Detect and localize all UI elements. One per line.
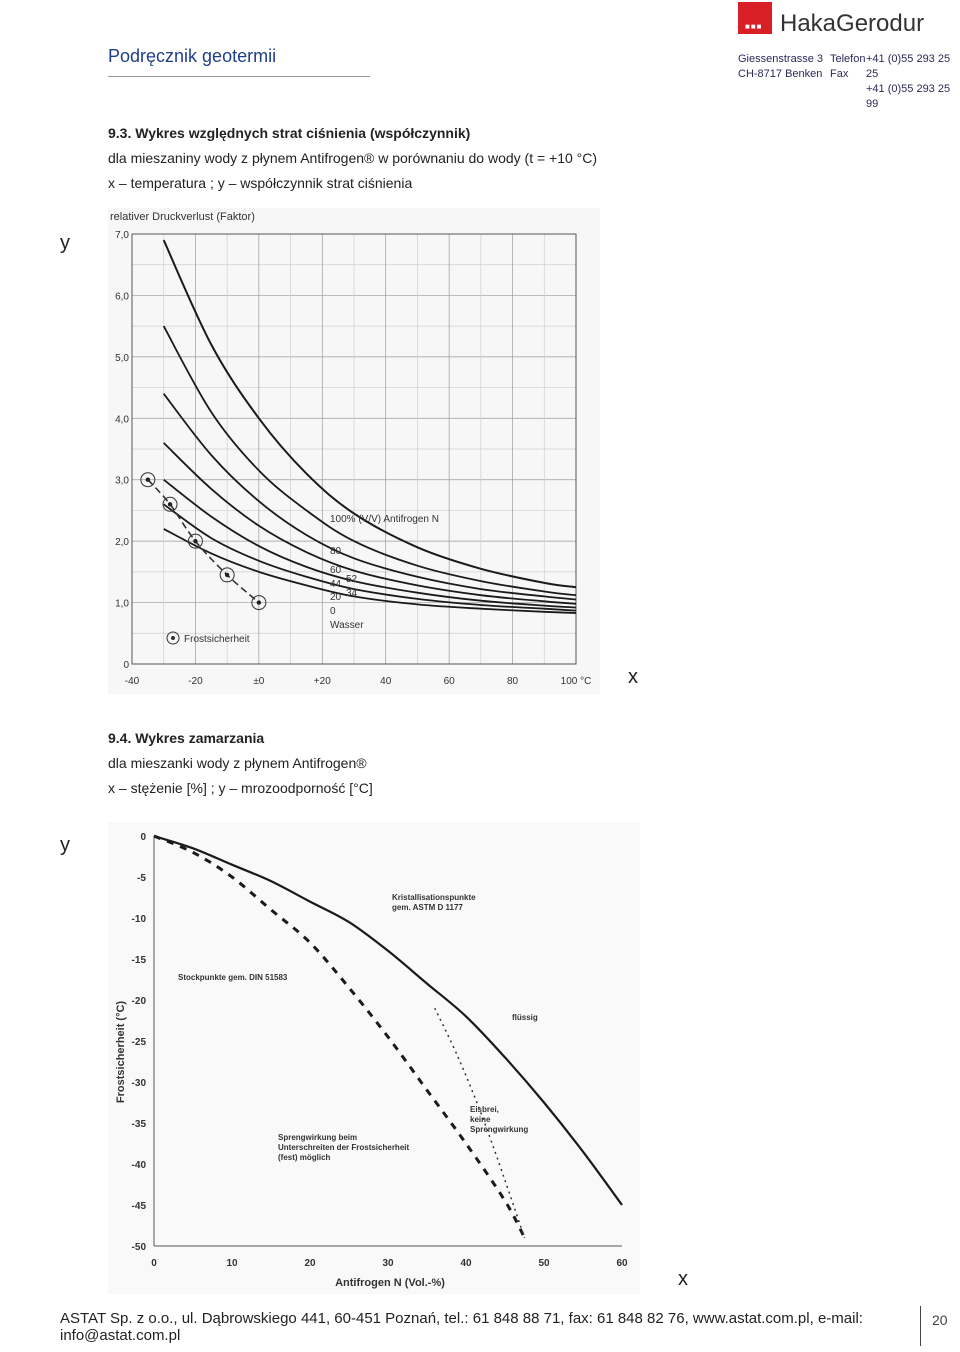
x-tick-label: 100 °C <box>560 676 592 687</box>
section-subtitle: dla mieszaniny wody z płynem Antifrogen® w porównaniu do wody (t = +10 °C) <box>108 150 598 166</box>
x-axis-letter: x <box>628 666 638 688</box>
title-underline <box>108 76 370 77</box>
x-tick-label: 20 <box>304 1258 316 1269</box>
x-tick-label: 60 <box>443 676 455 687</box>
y-tick-label: 1,0 <box>115 598 129 610</box>
y-tick-label: -40 <box>131 1160 146 1171</box>
chart-title: relativer Druckverlust (Faktor) <box>110 211 255 223</box>
y-tick-label: -35 <box>131 1119 146 1130</box>
label-100: 100% (V/V) Antifrogen N <box>330 514 439 525</box>
y-tick-label: -30 <box>131 1078 146 1089</box>
fax-label: Fax <box>830 68 849 80</box>
section-title: Wykres zamarzania <box>135 730 265 746</box>
footer-divider <box>920 1306 921 1346</box>
annot-pour: Stockpunkte gem. DIN 51583 <box>178 973 288 982</box>
section-subtitle: dla mieszanki wody z płynem Antifrogen® <box>108 755 367 771</box>
y-tick-label: 5,0 <box>115 352 129 364</box>
address-street: Giessenstrasse 3 <box>738 53 823 65</box>
y-tick-label: -50 <box>131 1242 146 1253</box>
label-60: 60 <box>330 565 342 576</box>
x-tick-label: 30 <box>382 1258 394 1269</box>
contact-labels <box>830 52 865 82</box>
x-tick-label: -20 <box>188 676 203 687</box>
y-tick-label: 7,0 <box>115 230 129 241</box>
label-52: 52 <box>346 574 358 585</box>
annot-slush-3: Sprengwirkung <box>470 1125 529 1134</box>
annot-slush-2: keine <box>470 1115 491 1124</box>
address-city: CH-8717 Benken <box>738 68 823 80</box>
x-axis-label: Antifrogen N (Vol.-%) <box>335 1277 445 1289</box>
logo-dots-icon: ■■■ <box>745 22 763 31</box>
fax-number: +41 (0)55 293 25 99 <box>866 83 951 110</box>
y-tick-label: 6,0 <box>115 291 129 303</box>
y-tick-label: -20 <box>131 996 146 1007</box>
annot-burst-3: (fest) möglich <box>278 1153 331 1162</box>
x-axis-letter: x <box>678 1268 688 1290</box>
annot-slush-1: Eisbrei, <box>470 1105 499 1114</box>
annot-burst-2: Unterschreiten der Frostsicherheit <box>278 1143 410 1152</box>
label-0: 0 <box>330 606 336 617</box>
brand-name: HakaGerodur <box>780 10 925 37</box>
annot-crystal-2: gem. ASTM D 1177 <box>392 903 463 912</box>
y-tick-label: -10 <box>131 914 146 925</box>
y-axis-label: Frostsicherheit (°C) <box>115 1000 127 1104</box>
y-axis-letter: y <box>60 232 70 254</box>
phone-label: Telefon <box>830 53 866 65</box>
section-title: Wykres względnych strat ciśnienia (współczynnik) <box>135 125 471 141</box>
section-axes-legend: x – stężenie [%] ; y – mrozoodporność [°C] <box>108 780 373 796</box>
page-number: 20 <box>932 1312 948 1328</box>
x-tick-label: 0 <box>151 1258 157 1269</box>
chart-background <box>108 822 640 1294</box>
label-34: 34 <box>346 588 358 599</box>
address-block <box>738 52 823 82</box>
section-9-4-heading <box>108 726 373 801</box>
footer-company-info: ASTAT Sp. z o.o., ul. Dąbrowskiego 441, 60-451 Poznań, tel.: 61 848 88 71, fax: 61 848 82 76, www.astat.com.pl, e-mail: info@astat.com.pl <box>60 1310 863 1344</box>
x-tick-label: 60 <box>616 1258 628 1269</box>
section-axes-legend: x – temperatura ; y – współczynnik strat ciśnienia <box>108 175 413 191</box>
section-9-3-heading <box>108 121 597 196</box>
freezing-chart <box>108 822 640 1294</box>
y-tick-label: 3,0 <box>115 475 129 487</box>
y-tick-label: 2,0 <box>115 537 129 549</box>
y-tick-label: 4,0 <box>115 414 129 426</box>
frost-legend-dot <box>171 636 175 640</box>
section-number: 9.3. <box>108 125 132 141</box>
annot-crystal-1: Kristallisationspunkte <box>392 893 476 902</box>
x-tick-label: -40 <box>124 676 140 687</box>
x-tick-label: 80 <box>507 676 519 687</box>
label-frostsicherheit: Frostsicherheit <box>184 634 250 645</box>
y-tick-label: 0 <box>140 832 146 843</box>
y-tick-label: -25 <box>131 1037 146 1048</box>
x-tick-label: 50 <box>538 1258 550 1269</box>
phone-number: +41 (0)55 293 25 25 <box>866 53 951 80</box>
x-tick-label: 10 <box>226 1258 238 1269</box>
label-wasser: Wasser <box>330 620 364 631</box>
y-tick-label: 0 <box>123 660 129 671</box>
label-80: 80 <box>330 546 342 557</box>
y-tick-label: -45 <box>131 1201 146 1212</box>
x-tick-label: ±0 <box>253 676 265 687</box>
frost-point <box>257 600 261 604</box>
document-title: Podręcznik geotermii <box>108 46 277 66</box>
frost-point <box>225 573 229 577</box>
x-tick-label: 40 <box>380 676 392 687</box>
y-axis-letter: y <box>60 834 70 856</box>
frost-point <box>146 478 150 482</box>
annot-burst-1: Sprengwirkung beim <box>278 1133 358 1142</box>
x-tick-label: 40 <box>460 1258 472 1269</box>
frost-point <box>193 539 197 543</box>
frost-point <box>168 502 172 506</box>
contact-values <box>866 52 960 112</box>
section-number: 9.4. <box>108 730 132 746</box>
label-44: 44 <box>330 579 342 590</box>
y-tick-label: -15 <box>131 955 146 966</box>
label-20: 20 <box>330 592 342 603</box>
y-tick-label: -5 <box>137 873 146 884</box>
pressure-loss-chart <box>108 208 600 694</box>
x-tick-label: +20 <box>313 676 331 687</box>
annot-liquid: flüssig <box>512 1013 538 1022</box>
